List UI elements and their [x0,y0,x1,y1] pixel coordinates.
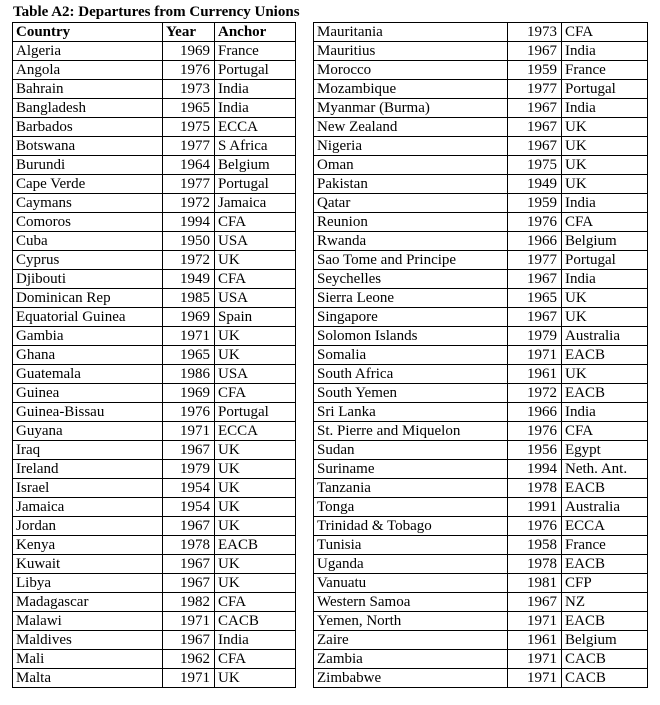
anchor-cell: UK [215,517,296,536]
country-cell: Trinidad & Tobago [314,517,508,536]
country-cell: Western Samoa [314,593,508,612]
year-cell: 1959 [508,61,562,80]
anchor-cell: UK [562,156,648,175]
year-cell: 1978 [163,536,215,555]
table-row [314,80,648,99]
country-cell: Barbados [13,118,163,137]
year-cell: 1962 [163,650,215,669]
country-cell: Zimbabwe [314,669,508,688]
country-cell: Bangladesh [13,99,163,118]
anchor-cell: Jamaica [215,194,296,213]
table-row [314,403,648,422]
anchor-cell: CFA [215,384,296,403]
year-cell: 1966 [508,403,562,422]
anchor-cell: EACB [562,555,648,574]
country-cell: New Zealand [314,118,508,137]
country-cell: Cyprus [13,251,163,270]
anchor-cell: USA [215,289,296,308]
table-row [13,669,296,688]
anchor-cell: Belgium [562,232,648,251]
anchor-cell: UK [562,308,648,327]
year-cell: 1971 [163,612,215,631]
country-cell: Mauritius [314,42,508,61]
table-row [314,498,648,517]
table-row [314,308,648,327]
country-cell: Djibouti [13,270,163,289]
country-cell: Qatar [314,194,508,213]
table-row [13,460,296,479]
country-cell: Singapore [314,308,508,327]
table-row [314,42,648,61]
anchor-cell: India [562,42,648,61]
country-cell: Madagascar [13,593,163,612]
country-cell: Reunion [314,213,508,232]
year-cell: 1982 [163,593,215,612]
anchor-cell: UK [562,175,648,194]
table-row [13,308,296,327]
table-row [13,346,296,365]
year-cell: 1967 [163,517,215,536]
year-cell: 1965 [163,99,215,118]
anchor-cell: EACB [562,612,648,631]
table-row [314,61,648,80]
year-cell: 1977 [508,80,562,99]
anchor-cell: India [562,99,648,118]
country-cell: Comoros [13,213,163,232]
country-cell: Suriname [314,460,508,479]
year-cell: 1976 [508,517,562,536]
year-cell: 1971 [508,669,562,688]
table-row [314,270,648,289]
year-cell: 1950 [163,232,215,251]
anchor-cell: UK [215,479,296,498]
anchor-cell: EACB [562,384,648,403]
table-row [314,99,648,118]
year-cell: 1965 [508,289,562,308]
anchor-cell: UK [215,327,296,346]
year-cell: 1977 [508,251,562,270]
year-cell: 1967 [163,441,215,460]
anchor-cell: Spain [215,308,296,327]
country-cell: Kenya [13,536,163,555]
country-cell: Guinea-Bissau [13,403,163,422]
country-cell: Burundi [13,156,163,175]
year-cell: 1967 [508,270,562,289]
anchor-cell: EACB [215,536,296,555]
table-row [13,42,296,61]
anchor-cell: CFA [562,213,648,232]
country-cell: Sierra Leone [314,289,508,308]
year-cell: 1971 [508,650,562,669]
table-row [13,213,296,232]
table-header-row [13,23,296,42]
table-row [314,156,648,175]
table-row [13,365,296,384]
departures-table-left [12,22,296,688]
year-cell: 1977 [163,137,215,156]
table-row [314,536,648,555]
table-row [314,232,648,251]
year-cell: 1978 [508,479,562,498]
anchor-cell: CFA [215,593,296,612]
anchor-cell: Neth. Ant. [562,460,648,479]
year-cell: 1976 [163,61,215,80]
year-cell: 1975 [508,156,562,175]
anchor-cell: EACB [562,479,648,498]
country-cell: Angola [13,61,163,80]
anchor-cell: Portugal [215,61,296,80]
year-cell: 1961 [508,365,562,384]
year-cell: 1976 [163,403,215,422]
table-row [314,441,648,460]
anchor-cell: Australia [562,327,648,346]
anchor-cell: Belgium [215,156,296,175]
year-cell: 1994 [508,460,562,479]
table-row [13,80,296,99]
country-cell: Gambia [13,327,163,346]
table-row [13,61,296,80]
year-cell: 1969 [163,384,215,403]
anchor-cell: Portugal [562,251,648,270]
table-row [13,536,296,555]
table-row [13,555,296,574]
year-cell: 1967 [508,42,562,61]
anchor-cell: UK [215,346,296,365]
year-cell: 1973 [508,23,562,42]
year-cell: 1971 [163,422,215,441]
departures-table-right [313,22,648,688]
table-row [13,612,296,631]
header-country: Country [13,23,163,42]
country-cell: Yemen, North [314,612,508,631]
anchor-cell: UK [562,365,648,384]
year-cell: 1977 [163,175,215,194]
anchor-cell: UK [215,498,296,517]
table-row [13,384,296,403]
year-cell: 1973 [163,80,215,99]
country-cell: Pakistan [314,175,508,194]
table-row [314,213,648,232]
table-row [13,574,296,593]
year-cell: 1981 [508,574,562,593]
anchor-cell: France [215,42,296,61]
country-cell: Kuwait [13,555,163,574]
header-year: Year [163,23,215,42]
anchor-cell: France [562,61,648,80]
year-cell: 1986 [163,365,215,384]
country-cell: Solomon Islands [314,327,508,346]
table-row [13,194,296,213]
country-cell: Myanmar (Burma) [314,99,508,118]
table-row [314,517,648,536]
year-cell: 1969 [163,42,215,61]
anchor-cell: UK [562,137,648,156]
year-cell: 1949 [508,175,562,194]
table-row [13,118,296,137]
country-cell: Uganda [314,555,508,574]
year-cell: 1967 [508,308,562,327]
table-row [13,156,296,175]
anchor-cell: EACB [562,346,648,365]
anchor-cell: UK [215,669,296,688]
year-cell: 1964 [163,156,215,175]
country-cell: Cape Verde [13,175,163,194]
country-cell: Nigeria [314,137,508,156]
anchor-cell: UK [562,289,648,308]
country-cell: Iraq [13,441,163,460]
table-row [13,289,296,308]
anchor-cell: Portugal [215,175,296,194]
year-cell: 1976 [508,213,562,232]
country-cell: Sri Lanka [314,403,508,422]
year-cell: 1967 [508,593,562,612]
table-row [314,631,648,650]
country-cell: Dominican Rep [13,289,163,308]
country-cell: Vanuatu [314,574,508,593]
table-row [314,479,648,498]
year-cell: 1985 [163,289,215,308]
table-row [13,517,296,536]
country-cell: Tunisia [314,536,508,555]
year-cell: 1966 [508,232,562,251]
year-cell: 1975 [163,118,215,137]
anchor-cell: India [562,403,648,422]
table-row [314,422,648,441]
table-row [13,498,296,517]
year-cell: 1972 [508,384,562,403]
anchor-cell: ECCA [215,422,296,441]
year-cell: 1967 [163,574,215,593]
country-cell: Malawi [13,612,163,631]
table-row [13,327,296,346]
table-row [314,194,648,213]
table-row [314,384,648,403]
anchor-cell: UK [215,460,296,479]
country-cell: Guatemala [13,365,163,384]
anchor-cell: UK [215,251,296,270]
year-cell: 1967 [508,137,562,156]
country-cell: St. Pierre and Miquelon [314,422,508,441]
anchor-cell: CFA [215,213,296,232]
year-cell: 1967 [163,631,215,650]
table-row [13,232,296,251]
country-cell: Rwanda [314,232,508,251]
anchor-cell: CACB [215,612,296,631]
table-row [13,251,296,270]
country-cell: Caymans [13,194,163,213]
anchor-cell: UK [215,574,296,593]
table-row [314,289,648,308]
table-row [314,118,648,137]
country-cell: Morocco [314,61,508,80]
year-cell: 1978 [508,555,562,574]
country-cell: Ireland [13,460,163,479]
country-cell: Zambia [314,650,508,669]
anchor-cell: CFA [562,422,648,441]
anchor-cell: UK [215,441,296,460]
year-cell: 1971 [163,327,215,346]
year-cell: 1954 [163,498,215,517]
year-cell: 1961 [508,631,562,650]
table-row [314,612,648,631]
table-row [314,346,648,365]
header-anchor: Anchor [215,23,296,42]
year-cell: 1965 [163,346,215,365]
country-cell: Seychelles [314,270,508,289]
anchor-cell: Portugal [562,80,648,99]
country-cell: Mozambique [314,80,508,99]
anchor-cell: CFA [562,23,648,42]
country-cell: Ghana [13,346,163,365]
table-row [13,403,296,422]
table-row [314,593,648,612]
anchor-cell: Australia [562,498,648,517]
country-cell: Jordan [13,517,163,536]
anchor-cell: ECCA [215,118,296,137]
table-row [13,650,296,669]
anchor-cell: S Africa [215,137,296,156]
country-cell: Tanzania [314,479,508,498]
country-cell: Algeria [13,42,163,61]
country-cell: Oman [314,156,508,175]
country-cell: Sudan [314,441,508,460]
country-cell: Israel [13,479,163,498]
table-row [13,479,296,498]
anchor-cell: India [215,631,296,650]
country-cell: Somalia [314,346,508,365]
country-cell: Malta [13,669,163,688]
table-row [13,99,296,118]
country-cell: Jamaica [13,498,163,517]
table-row [13,270,296,289]
year-cell: 1967 [508,118,562,137]
year-cell: 1971 [508,612,562,631]
table-row [314,23,648,42]
year-cell: 1972 [163,194,215,213]
anchor-cell: India [562,194,648,213]
table-row [13,441,296,460]
anchor-cell: CFA [215,270,296,289]
year-cell: 1949 [163,270,215,289]
anchor-cell: CACB [562,650,648,669]
table-row [314,365,648,384]
anchor-cell: Portugal [215,403,296,422]
country-cell: Maldives [13,631,163,650]
year-cell: 1969 [163,308,215,327]
table-row [314,650,648,669]
table-row [314,555,648,574]
year-cell: 1971 [163,669,215,688]
country-cell: Equatorial Guinea [13,308,163,327]
year-cell: 1979 [163,460,215,479]
year-cell: 1954 [163,479,215,498]
year-cell: 1967 [163,555,215,574]
anchor-cell: NZ [562,593,648,612]
anchor-cell: CFP [562,574,648,593]
table-row [314,327,648,346]
table-row [314,669,648,688]
table-row [13,137,296,156]
year-cell: 1994 [163,213,215,232]
year-cell: 1991 [508,498,562,517]
anchor-cell: USA [215,232,296,251]
year-cell: 1971 [508,346,562,365]
table-title: Table A2: Departures from Currency Unions [13,4,300,20]
country-cell: Guyana [13,422,163,441]
country-cell: Cuba [13,232,163,251]
anchor-cell: CFA [215,650,296,669]
anchor-cell: Egypt [562,441,648,460]
year-cell: 1976 [508,422,562,441]
anchor-cell: Belgium [562,631,648,650]
country-cell: Bahrain [13,80,163,99]
table-row [314,137,648,156]
table-row [314,460,648,479]
anchor-cell: France [562,536,648,555]
country-cell: Guinea [13,384,163,403]
table-row [314,251,648,270]
country-cell: Zaire [314,631,508,650]
table-row [314,574,648,593]
country-cell: Mali [13,650,163,669]
anchor-cell: ECCA [562,517,648,536]
country-cell: South Africa [314,365,508,384]
country-cell: Libya [13,574,163,593]
country-cell: Botswana [13,137,163,156]
year-cell: 1972 [163,251,215,270]
anchor-cell: USA [215,365,296,384]
table-row [13,593,296,612]
year-cell: 1967 [508,99,562,118]
country-cell: Mauritania [314,23,508,42]
anchor-cell: India [215,99,296,118]
table-row [314,175,648,194]
year-cell: 1956 [508,441,562,460]
country-cell: Tonga [314,498,508,517]
table-row [13,631,296,650]
anchor-cell: India [562,270,648,289]
table-row [13,175,296,194]
country-cell: South Yemen [314,384,508,403]
table-row [13,422,296,441]
country-cell: Sao Tome and Principe [314,251,508,270]
year-cell: 1959 [508,194,562,213]
year-cell: 1958 [508,536,562,555]
year-cell: 1979 [508,327,562,346]
anchor-cell: India [215,80,296,99]
anchor-cell: UK [562,118,648,137]
anchor-cell: CACB [562,669,648,688]
anchor-cell: UK [215,555,296,574]
